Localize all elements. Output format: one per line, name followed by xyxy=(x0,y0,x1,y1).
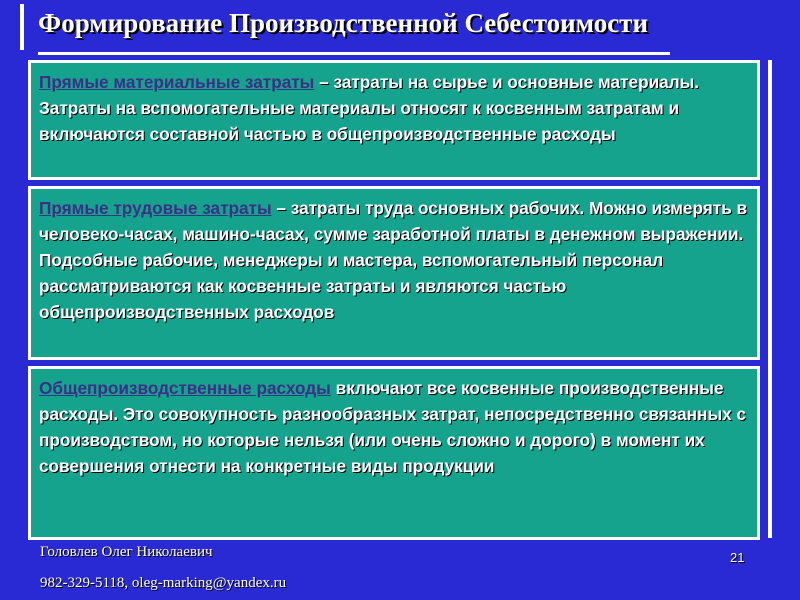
term-direct-labor: Прямые трудовые затраты xyxy=(39,198,272,218)
slide-title: Формирование Производственной Себестоимости xyxy=(38,8,649,38)
definition-direct-labor: – затраты труда основных рабочих. Можно измерять в человеко-часах, машино-часах, сумме заработной платы в денежном выражении. Подсобные рабочие, менеджеры и мастера, вспомогательный персонал рассматриваются как косвенные затраты и являются частью общепроизводственных расходов xyxy=(39,198,748,322)
definition-box-direct-labor xyxy=(28,186,760,360)
definition-direct-materials: – затраты на сырье и основные материалы. Затраты на вспомогательные материалы относят к косвенным затратам и включаются составной частью в общепроизводственные расходы xyxy=(39,72,700,144)
term-direct-materials: Прямые материальные затраты xyxy=(39,72,315,92)
footer-contact: 982-329-5118, oleg-marking@yandex.ru xyxy=(40,575,287,591)
definition-box-overhead xyxy=(28,366,760,540)
page-number: 21 xyxy=(730,550,745,565)
decorative-vertical-bar-right xyxy=(768,60,772,538)
title-underline xyxy=(38,52,670,55)
definition-overhead: включают все косвенные производственные расходы. Это совокупность разнообразных затрат, непосредственно связанных с производством, но которые нельзя (или очень сложно и дорого) в момент их совершения отнести на конкретные виды продукции xyxy=(39,378,747,476)
decorative-vertical-bar-left xyxy=(20,4,24,50)
definition-box-direct-materials xyxy=(28,60,760,180)
footer-author: Головлев Олег Николаевич xyxy=(40,544,213,560)
term-overhead: Общепроизводственные расходы xyxy=(39,378,331,398)
